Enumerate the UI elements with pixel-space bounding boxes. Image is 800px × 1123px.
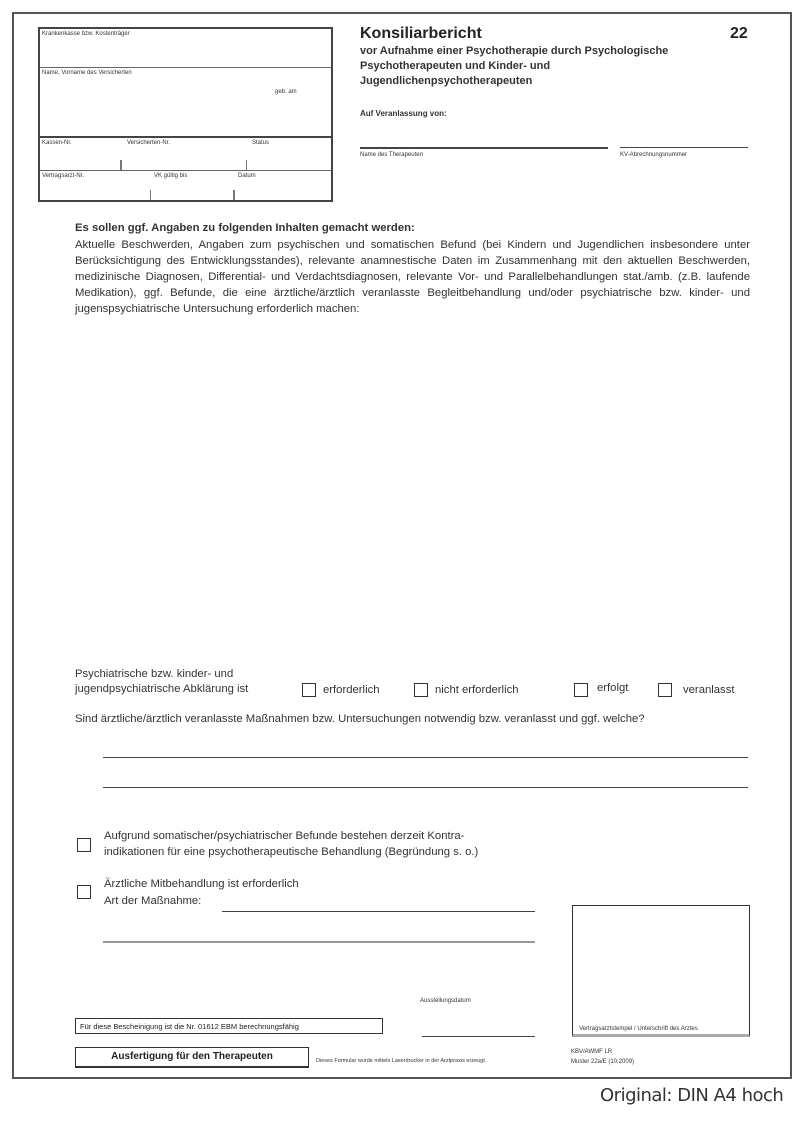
erfolgt-label: erfolgt [597,682,629,694]
contraindication-text: indikationen für eine psychotherapeutische Behandlung (Begründung s. o.) [104,846,479,858]
nicht-erforderlich-checkbox[interactable] [414,683,428,697]
vertragsarzt-nr-label: Vertragsarzt-Nr. [42,173,85,179]
co-treatment-label: Ärztliche Mitbehandlung ist erforderlich [104,878,299,890]
erforderlich-label: erforderlich [323,684,380,696]
form-number: 22 [730,25,748,42]
versicherten-nr-label: Versicherten-Nr. [127,140,171,146]
printer-note: Dieses Formular wurde mittels Laserdrucker in der Arztpraxis erzeugt. [316,1058,487,1064]
measures-question: Sind ärztliche/ärztlich veranlasste Maßnahmen bzw. Untersuchungen notwendig bzw. veranlasst und ggf. welche? [75,713,645,725]
form-code: KBV/AWMF LR [571,1049,613,1055]
measures-line[interactable] [103,757,748,758]
art-der-massnahme-line[interactable] [103,941,535,943]
veranlassung-label: Auf Veranlassung von: [360,109,447,118]
subtitle-line: Psychotherapeuten und Kinder- und [360,60,551,72]
subtitle-line: vor Aufnahme einer Psychotherapie durch Psychologische [360,45,669,57]
measures-line[interactable] [103,787,748,788]
ebm-note: Für diese Bescheinigung ist die Nr. 01612 EBM berechnungsfähig [75,1018,383,1034]
therapeut-name-label: Name des Therapeuten [360,152,423,158]
subtitle-line: Jugendlichenpsychotherapeuten [360,75,533,87]
form-code: Muster 22a/E (10.2009) [571,1059,635,1065]
name-label: Name, Vorname des Versicherten [42,70,132,76]
nicht-erforderlich-label: nicht erforderlich [435,684,519,696]
report-text-area[interactable] [75,330,750,660]
erfolgt-checkbox[interactable] [574,683,588,697]
co-treatment-checkbox[interactable] [77,885,91,899]
stamp-label: Vertragsarztstempel / Unterschrift des Arztes [579,1026,698,1032]
ausstellungsdatum-field[interactable] [422,1036,535,1037]
veranlasst-checkbox[interactable] [658,683,672,697]
kassen-nr-label: Kassen-Nr. [42,140,72,146]
veranlasst-label: veranlasst [683,684,735,696]
instructions-text: Aktuelle Beschwerden, Angaben zum psychischen und somatischen Befund (bei Kindern und Jugendlichen insbesondere unter Berücksichtigung des Entwicklungsstandes), relevante anamnestische Daten im Zusammenhang mit den aktuellen Beschwerden, medizinische Diagnosen, Differential- und Verdachtsdiagnosen, relevante Vor- und Parallelbehandlungen stat./amb. (z.B. laufende Medikation), ggf. Befunde, die eine ärztliche/ärztlich veranlasste Begleitbehandlung und/oder psychiatrische bzw. kinder- und jugenspsychiatrische Untersuchung erforderlich machen: [75,239,750,315]
abrechnungsnummer-field[interactable] [620,147,748,148]
contraindication-checkbox[interactable] [77,838,91,852]
geb-label: geb. am [275,89,297,95]
abrechnungsnummer-label: KV-Abrechnungsnummer [620,152,688,158]
patient-info-box [38,27,333,202]
stamp-signature-box[interactable] [572,905,750,1037]
art-der-massnahme-label: Art der Maßnahme: [104,895,202,907]
therapeut-name-field[interactable] [360,147,608,149]
form-title: Konsiliarbericht [360,25,482,42]
krankenkasse-label: Krankenkasse bzw. Kostenträger [42,31,130,37]
art-der-massnahme-field[interactable] [222,911,535,912]
erforderlich-checkbox[interactable] [302,683,316,697]
status-label: Status [252,140,270,146]
psychiatric-label: Psychiatrische bzw. kinder- und [75,668,234,680]
caption: Original: DIN A4 hoch [600,1085,784,1106]
contraindication-text: Aufgrund somatischer/psychiatrischer Befunde bestehen derzeit Kontra- [104,830,465,842]
datum-label: Datum [238,173,256,179]
vk-gueltig-label: VK gültig bis [154,173,188,179]
copy-label: Ausfertigung für den Therapeuten [75,1047,309,1068]
instructions-heading: Es sollen ggf. Angaben zu folgenden Inhalten gemacht werden: [75,222,415,234]
ausstellungsdatum-label: Ausstellungsdatum [420,998,471,1004]
psychiatric-label: jugendpsychiatrische Abklärung ist [75,683,249,695]
